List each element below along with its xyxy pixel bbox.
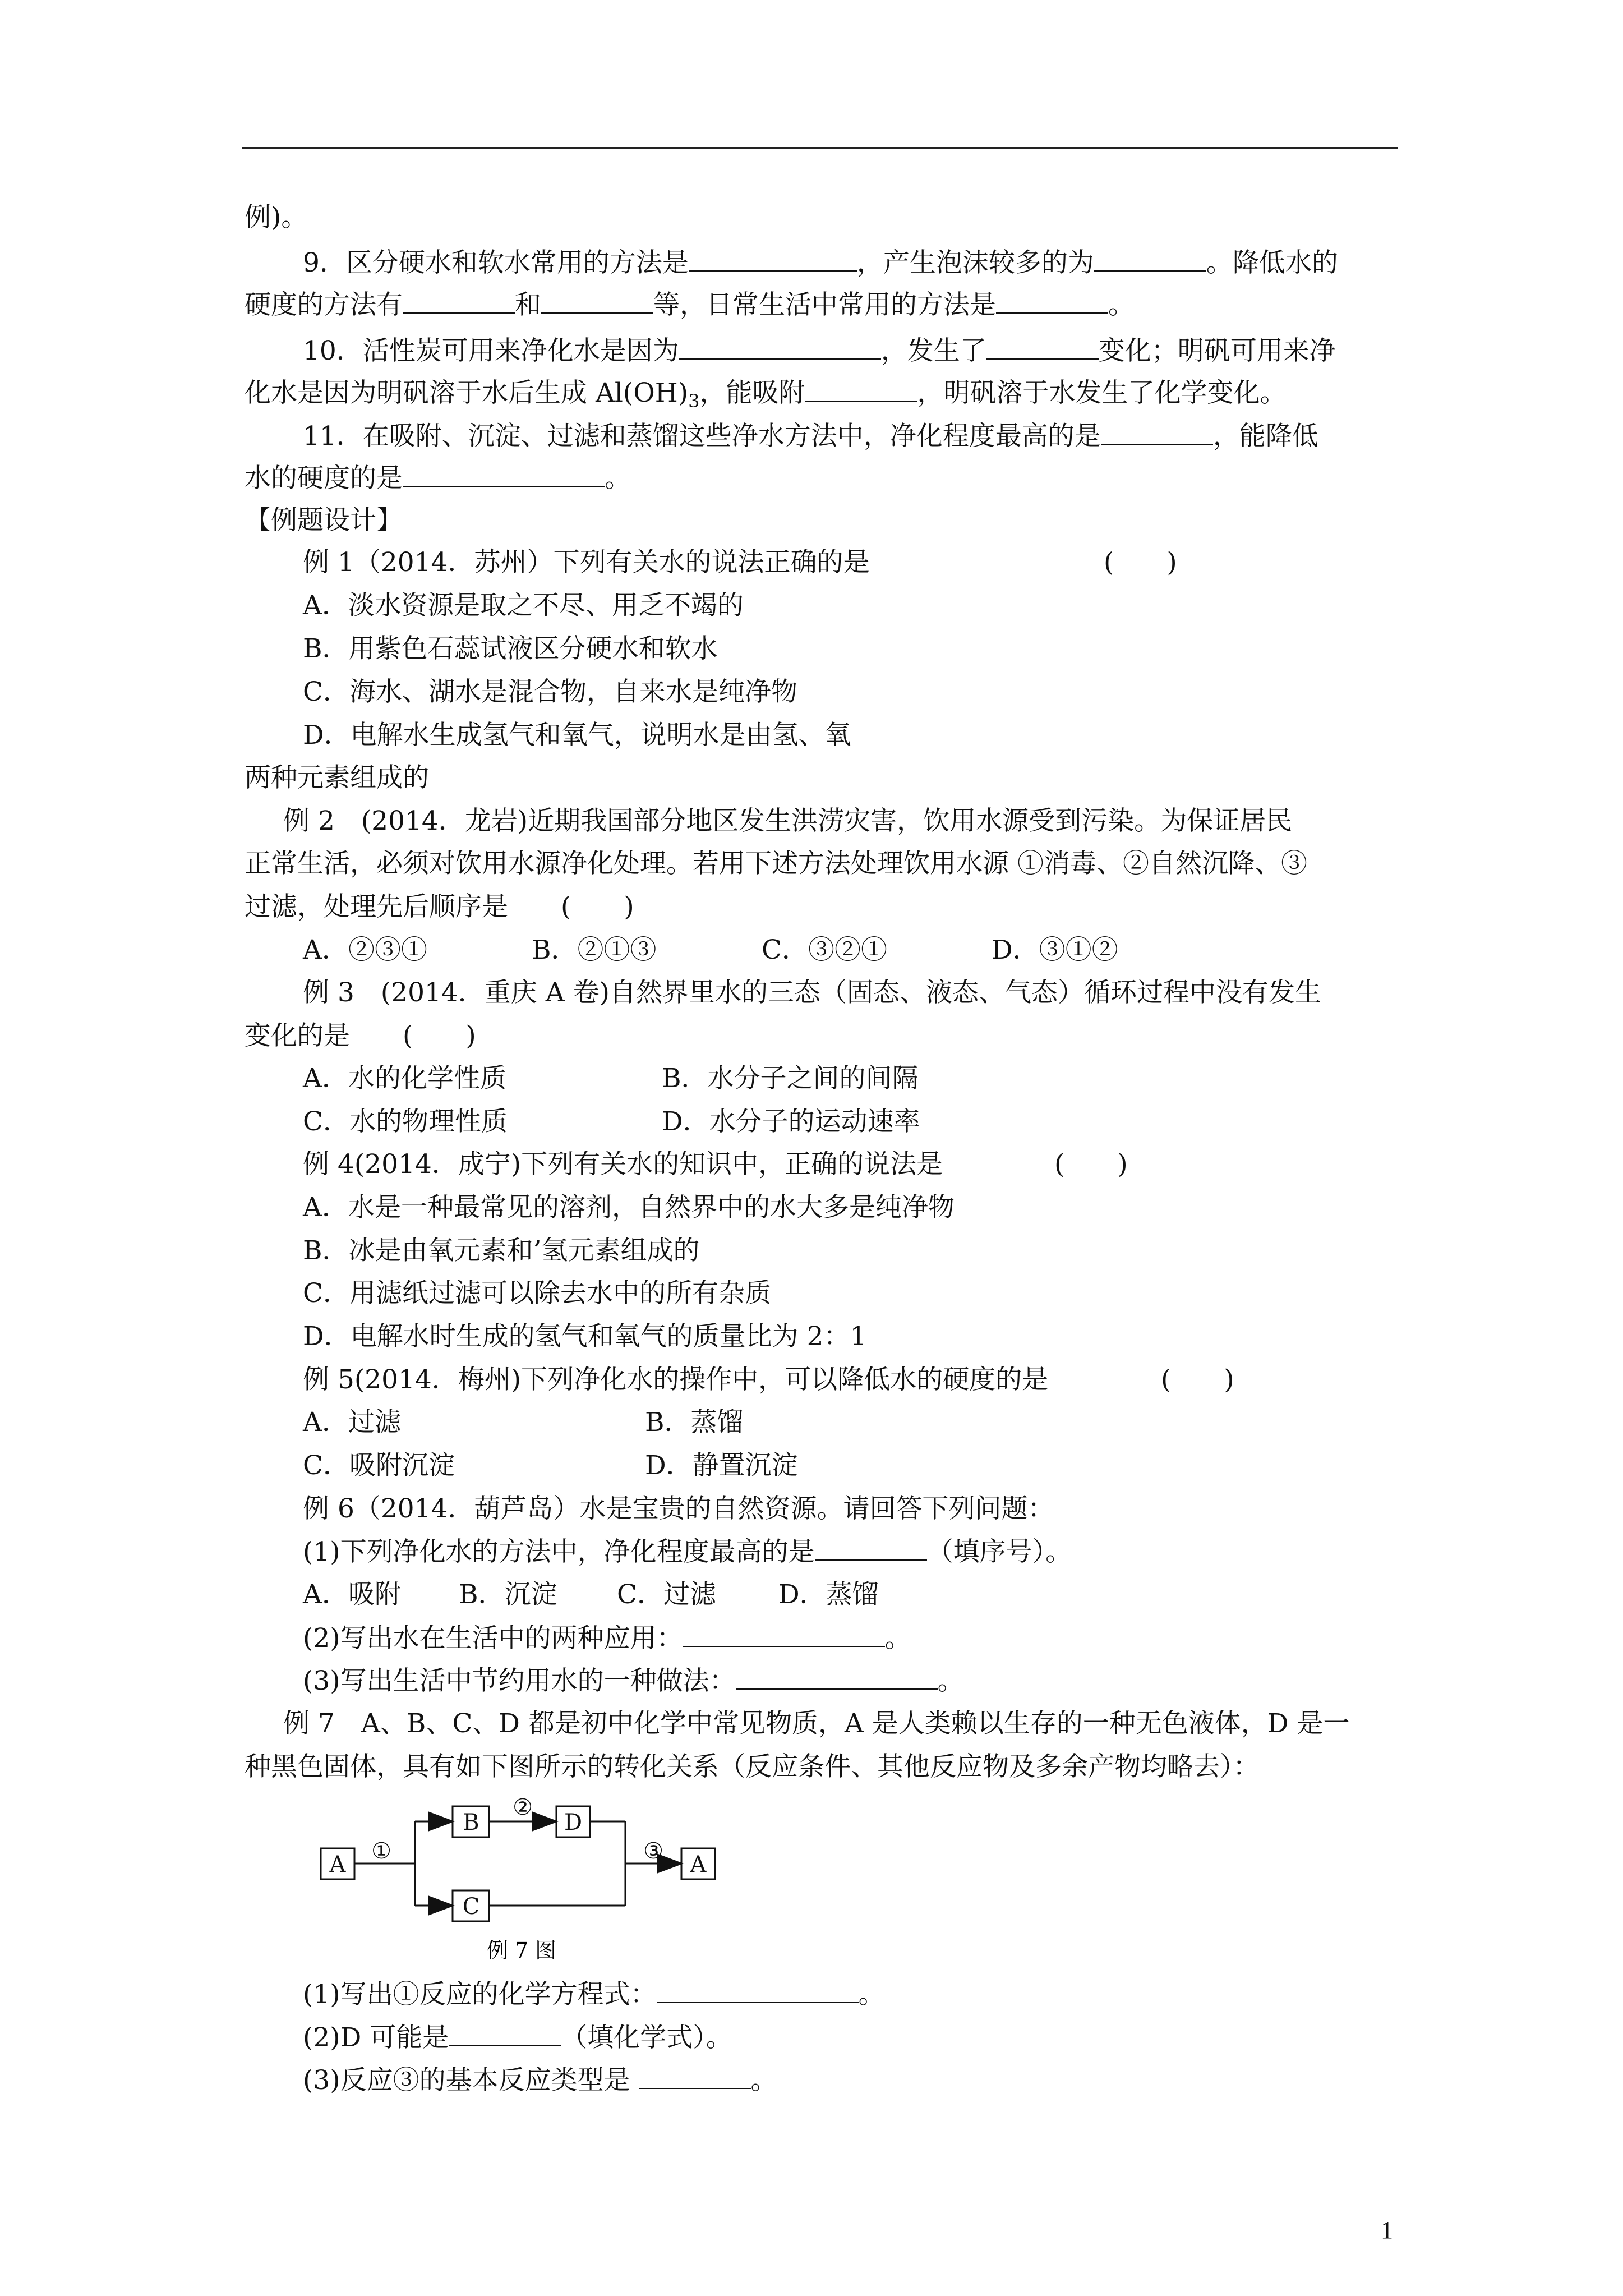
answer-blank[interactable] (403, 288, 515, 314)
example-6-q3: (3)写出生活中节约用水的一种做法： 。 (303, 1664, 964, 1698)
example-1-option-a: A．淡水资源是取之不尽、用乏不竭的 (303, 590, 744, 621)
example-7-q3: (3)反应③的基本反应类型是 。 (303, 2063, 777, 2097)
diagram-step-1: ① (371, 1838, 391, 1864)
question-9-line1: 9．区分硬水和软水常用的方法是 ，产生泡沫较多的为 。降低水的 (303, 246, 1338, 280)
example-6-option-d: D．蒸馏 (778, 1579, 879, 1610)
example-6-option-c: C．过滤 (617, 1579, 716, 1610)
example-3-option-d: D．水分子的运动速率 (662, 1106, 920, 1137)
example-4-option-c: C．用滤纸过滤可以除去水中的所有杂质 (303, 1278, 771, 1309)
diagram-label-c: C (462, 1894, 480, 1920)
answer-blank[interactable] (689, 246, 857, 272)
example-2-option-d: D．③①② (992, 935, 1118, 965)
diagram-caption: 例 7 图 (486, 1938, 557, 1963)
example-5-stem: 例 5(2014．梅州)下列净化水的操作中，可以降低水的硬度的是 (303, 1364, 1049, 1395)
example-2-option-a: A．②③① (303, 935, 427, 965)
example-6-option-a: A．吸附 (303, 1579, 401, 1610)
example-6-q1: (1)下列净化水的方法中，净化程度最高的是 （填序号）。 (303, 1535, 1072, 1569)
example-2-option-c: C．③②① (762, 935, 887, 965)
example-5-option-d: D．静置沉淀 (645, 1450, 798, 1481)
example-4-option-a: A．水是一种最常见的溶剂，自然界中的水大多是纯净物 (303, 1192, 955, 1223)
example-6-option-b: B．沉淀 (459, 1579, 557, 1610)
example-5-option-a: A．过滤 (303, 1407, 401, 1438)
example-1-option-d-cont: 两种元素组成的 (245, 762, 429, 793)
example-7-line2: 种黑色固体，具有如下图所示的转化关系（反应条件、其他反应物及多余产物均略去）： (245, 1751, 1260, 1782)
answer-blank[interactable] (657, 1977, 859, 2003)
section-title: 【例题设计】 (245, 505, 403, 536)
example-1-answer-paren[interactable]: ( ) (1104, 547, 1177, 578)
example-2-line2: 正常生活，必须对饮用水源净化处理。若用下述方法处理饮用水源 ①消毒、②自然沉降、③ (245, 848, 1307, 879)
example-7-q1: (1)写出①反应的化学方程式： 。 (303, 1977, 885, 2012)
answer-blank[interactable] (639, 2063, 751, 2089)
example-6-q2: (2)写出水在生活中的两种应用： 。 (303, 1621, 911, 1655)
example-7-q2: (2)D 可能是 （填化学式）。 (303, 2021, 732, 2055)
example-7-line1: 例 7 A、B、C、D 都是初中化学中常见物质，A 是人类赖以生存的一种无色液体，D 是一 (283, 1708, 1350, 1739)
answer-blank[interactable] (736, 1664, 938, 1690)
question-9-line2: 硬度的方法有 和 等，日常生活中常用的方法是 。 (245, 288, 1135, 322)
answer-blank[interactable] (996, 288, 1108, 314)
answer-blank[interactable] (679, 334, 881, 360)
question-11-line2: 水的硬度的是 。 (245, 461, 631, 495)
answer-blank[interactable] (1094, 246, 1206, 272)
example-5-option-b: B．蒸馏 (645, 1407, 744, 1438)
header-rule (242, 147, 1398, 149)
example-3-option-b: B．水分子之间的间隔 (662, 1063, 919, 1094)
example-2-line1: 例 2 (2014．龙岩)近期我国部分地区发生洪涝灾害，饮用水源受到污染。为保证居民 (283, 806, 1293, 836)
example-3-line2: 变化的是 ( ) (245, 1020, 476, 1051)
example-4-option-b: B．冰是由氧元素和’氢元素组成的 (303, 1235, 700, 1266)
example-2-option-b: B．②①③ (532, 935, 657, 965)
diagram-label-a: A (329, 1852, 346, 1878)
question-10-line1: 10．活性炭可用来净化水是因为 ，发生了 变化；明矾可用来净 (303, 334, 1336, 368)
diagram-label-a2: A (690, 1852, 707, 1878)
question-10-line2: 化水是因为明矾溶于水后生成 $Al(OH)_3$，能吸附 ，明矾溶于水发生了化学变化。 (245, 376, 1286, 418)
question-11-line1: 11．在吸附、沉淀、过滤和蒸馏这些净水方法中，净化程度最高的是 ，能降低 (303, 419, 1318, 453)
answer-blank[interactable] (683, 1621, 885, 1647)
answer-blank[interactable] (403, 461, 605, 487)
answer-blank[interactable] (449, 2021, 561, 2046)
example-3-option-a: A．水的化学性质 (303, 1063, 506, 1094)
example-1-option-b: B．用紫色石蕊试液区分硬水和软水 (303, 633, 718, 664)
example-7-diagram (314, 1784, 740, 1969)
prev-question-tail: 例)。 (245, 202, 308, 233)
example-1-stem: 例 1（2014．苏州）下列有关水的说法正确的是 (303, 547, 870, 578)
example-4-answer-paren[interactable]: ( ) (1054, 1149, 1128, 1180)
answer-blank[interactable] (1101, 419, 1213, 445)
diagram-step-2: ② (513, 1795, 533, 1820)
example-6-stem: 例 6（2014．葫芦岛）水是宝贵的自然资源。请回答下列问题： (303, 1493, 1054, 1524)
example-1-option-c: C．海水、湖水是混合物，自来水是纯净物 (303, 677, 797, 707)
answer-blank[interactable] (805, 376, 917, 402)
answer-blank[interactable] (986, 334, 1099, 360)
example-4-stem: 例 4(2014．成宁)下列有关水的知识中，正确的说法是 (303, 1149, 943, 1180)
example-5-option-c: C．吸附沉淀 (303, 1450, 455, 1481)
example-4-option-d: D．电解水时生成的氢气和氧气的质量比为 2：1 (303, 1321, 867, 1352)
example-1-option-d: D．电解水生成氢气和氧气，说明水是由氢、氧 (303, 720, 851, 751)
diagram-step-3: ③ (643, 1838, 663, 1864)
example-5-answer-paren[interactable]: ( ) (1161, 1364, 1234, 1395)
page-number: 1 (1381, 2216, 1393, 2244)
diagram-label-d: D (564, 1810, 583, 1835)
answer-blank[interactable] (541, 288, 653, 314)
diagram-label-b: B (463, 1810, 479, 1835)
example-3-line1: 例 3 (2014．重庆 A 卷)自然界里水的三态（固态、液态、气态）循环过程中没有发生 (303, 977, 1321, 1008)
example-3-option-c: C．水的物理性质 (303, 1106, 508, 1137)
answer-blank[interactable] (815, 1535, 927, 1561)
example-2-line3: 过滤，处理先后顺序是 ( ) (245, 891, 634, 922)
